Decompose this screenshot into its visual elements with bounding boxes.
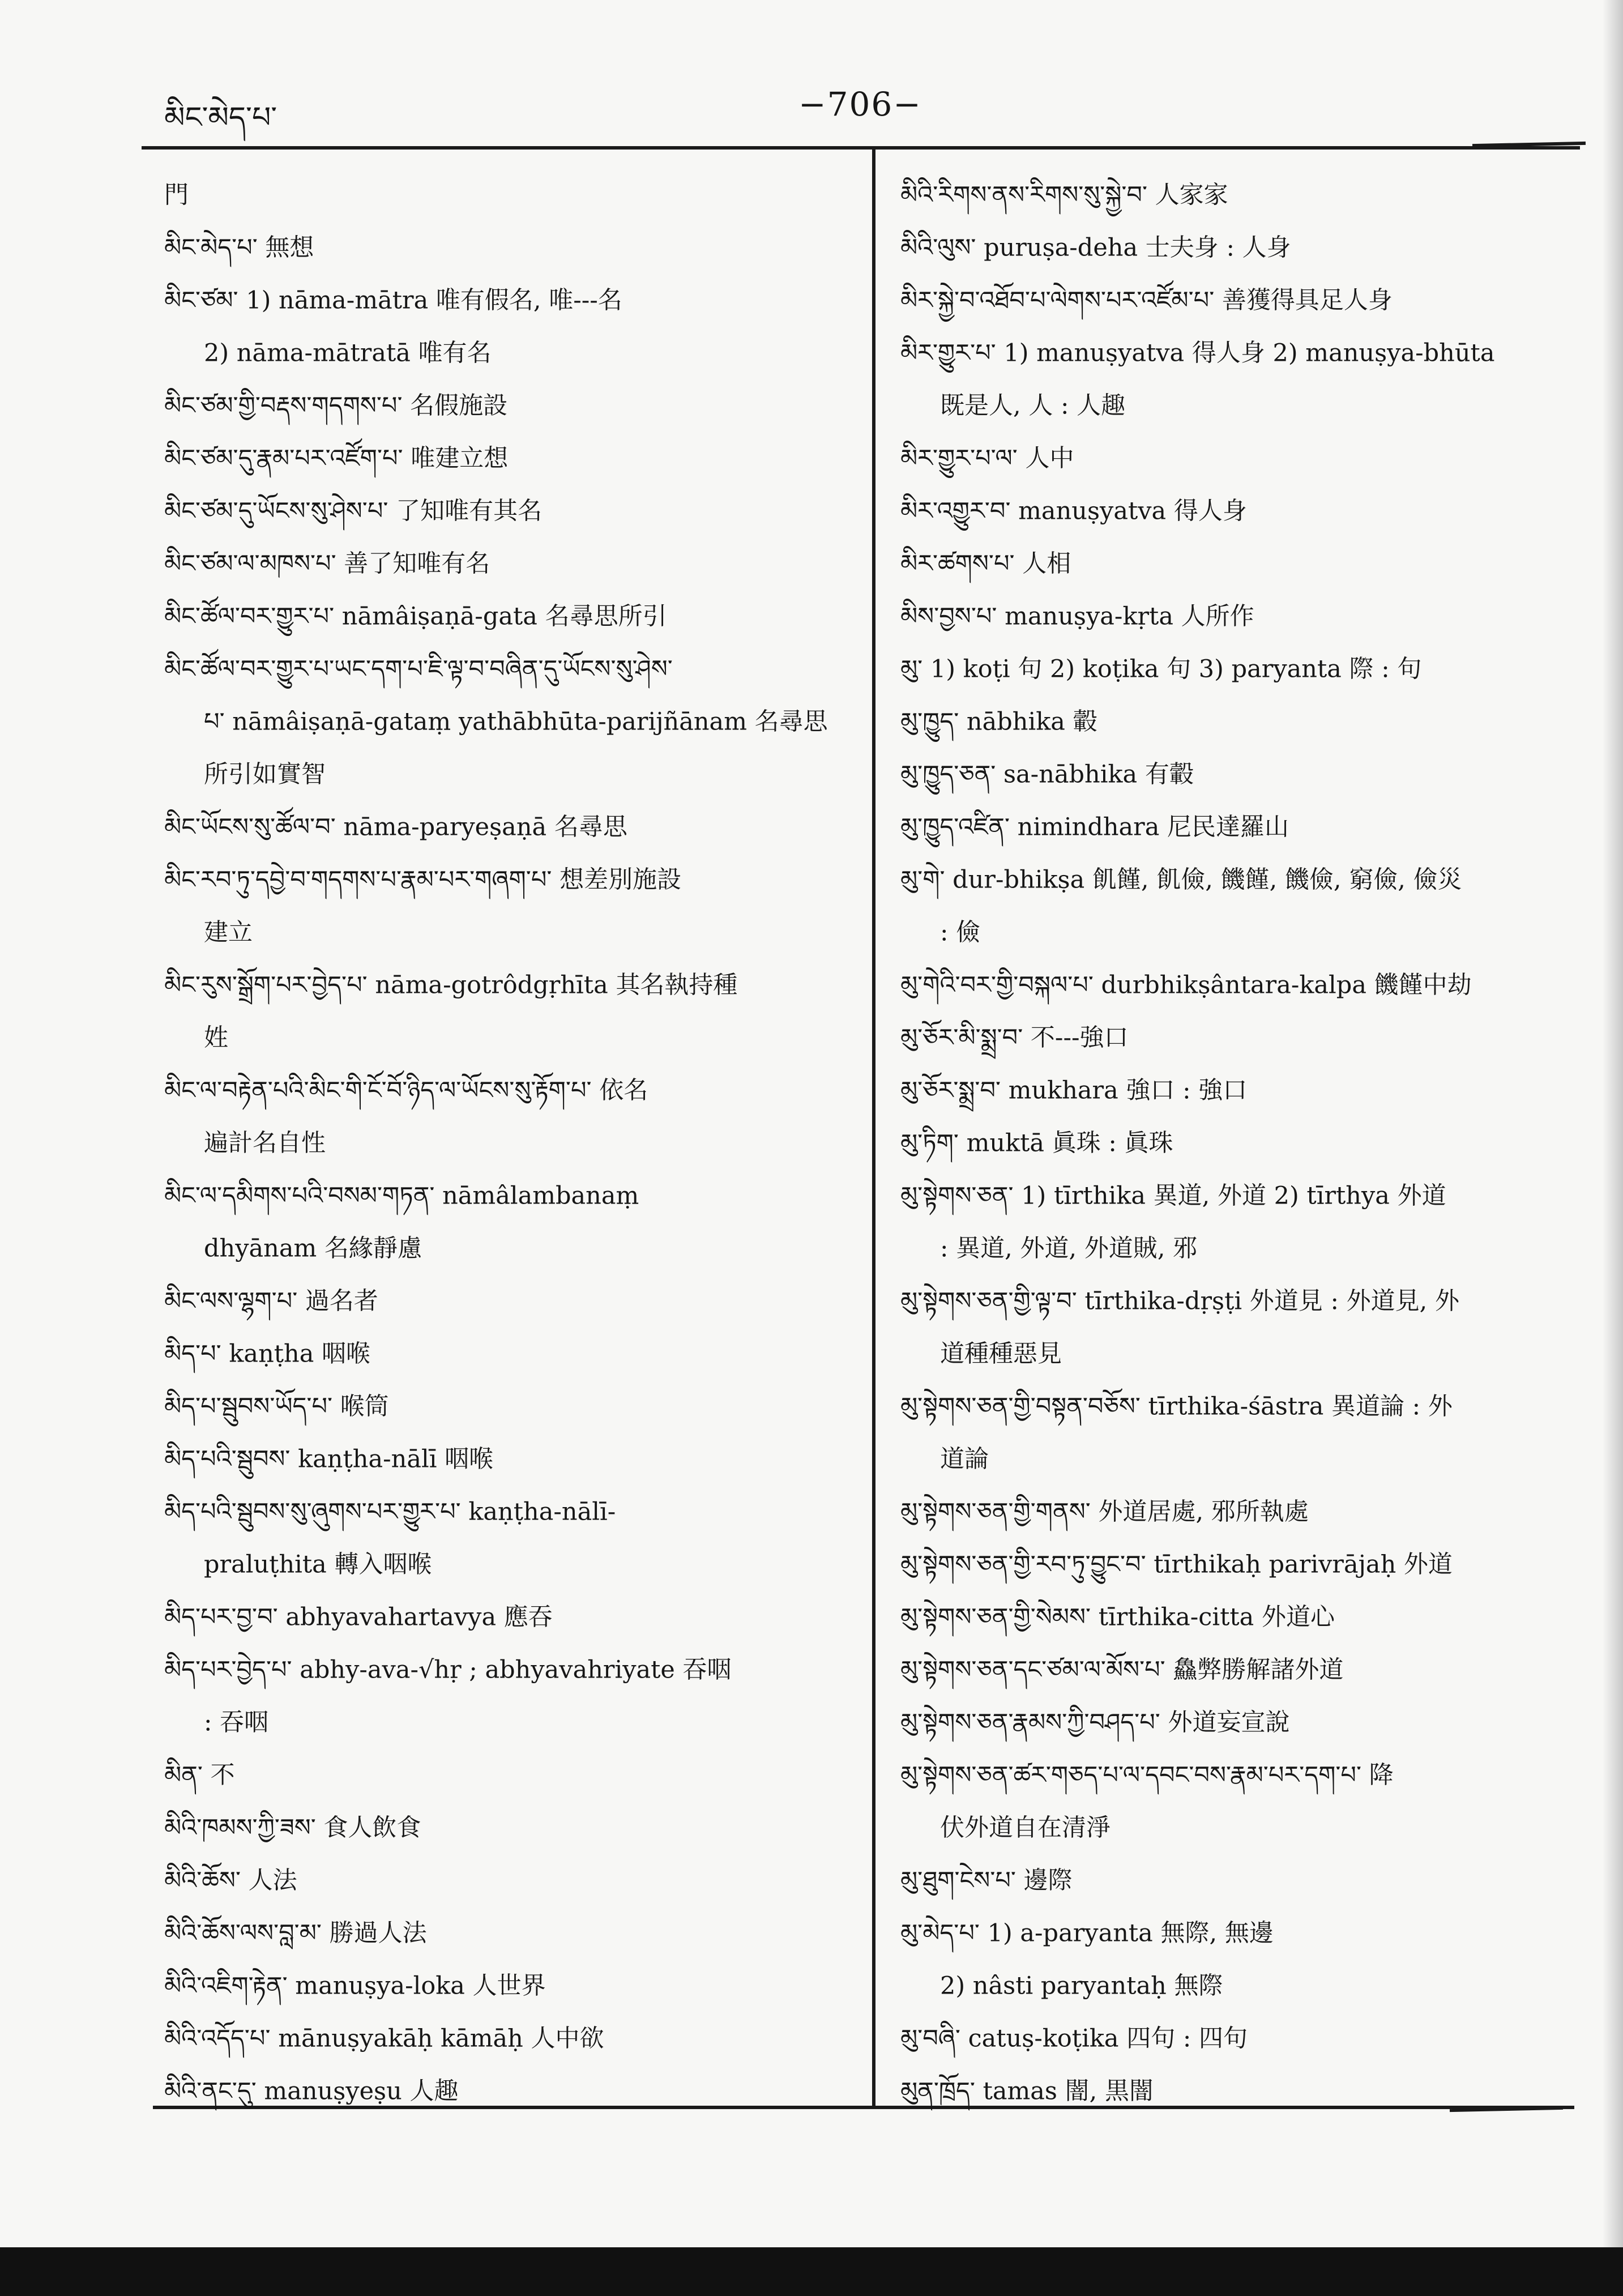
entry-text: མིད་པའི་སྦུབས་སུ་ཞུགས་པར་གྱུར་པ་ kaṇṭha-nālī- [164,1497,616,1526]
entry-line [900,2011,1603,2064]
entry-text: མུ་ཅོར་སྨྲ་བ་ mukhara 強口 : 強口 [900,1076,1248,1105]
scan-bottom-bar [0,2247,1623,2296]
entry-text: 道種種惡見 [940,1339,1062,1368]
entry-line [900,905,1603,958]
entry-text: མིང་ཙམ་ལ་མཁས་པ་ 善了知唯有名 [164,549,490,578]
entry-text: མིའི་རིགས་ནས་རིགས་སུ་སྐྱེ་བ་ 人家家 [900,181,1228,210]
entry-line [900,1590,1603,1642]
entry-text: མིང་ཚོལ་བར་གྱུར་པ་ nāmâiṣaṇā-gata 名尋思所引 [164,602,667,631]
entry-text: མིང་ལ་བརྟེན་པའི་མིང་གི་ངོ་བོ་ཉིད་ལ་ཡོངས་སུ་རྟོག་པ་ 依名 [164,1076,648,1105]
entry-line [164,536,866,589]
entry-text: མུ་མེད་པ་ 1) a-paryanta 無際, 無邊 [900,1919,1274,1948]
entry-line [900,168,1603,220]
entry-text: མིར་ཚགས་པ་ 人相 [900,549,1071,578]
entry-text: མིད་པ་སྦུབས་ཡོད་པ་ 喉筒 [164,1392,389,1421]
entry-text: མིང་ཙམ་དུ་ཡོངས་སུ་ཤེས་པ་ 了知唯有其名 [164,497,543,526]
entry-text: མིད་པར་བྱེད་པ་ abhy-ava-√hṛ ; abhyavahriyate 吞咽 [164,1655,732,1684]
entry-line [164,1853,866,1906]
entry-line [900,589,1603,642]
entry-line [900,1326,1603,1379]
entry-text: 2) nāma-mātratā 唯有名 [204,339,492,368]
entry-text: མུ་ཁྱུད་ཅན་ sa-nābhika 有轂 [900,760,1194,789]
entry-line [164,168,866,220]
entry-line [164,1958,866,2011]
entry-text: : 異道, 外道, 外道賊, 邪 [940,1234,1198,1263]
entry-text: མུ་སྟེགས་ཅན་གྱི་རབ་ཏུ་བྱུང་བ་ tīrthikaḥ parivrājaḥ 外道 [900,1550,1453,1579]
entry-line [164,747,866,800]
entry-line [900,1853,1603,1906]
entry-line [900,747,1603,800]
entry-text: མུ་སྟེགས་ཅན་ 1) tīrthika 異道, 外道 2) tīrthya 外道 [900,1181,1446,1210]
entry-text: མུ་ཐུག་ངེས་པ་ 邊際 [900,1866,1073,1895]
entry-text: མིའི་འདོད་པ་ mānuṣyakāḥ kāmāḥ 人中欲 [164,2024,604,2053]
entry-line [164,2011,866,2064]
entry-line [164,326,866,378]
entry-line [900,536,1603,589]
entry-text: མིང་ལ་དམིགས་པའི་བསམ་གཏན་ nāmâlambanaṃ [164,1181,639,1210]
entry-line [164,1274,866,1326]
entry-text: མུ་བཞི་ catuṣ-koṭika 四句 : 四句 [900,2024,1248,2053]
entry-text: མིར་སྐྱེ་བ་འཐོབ་པ་ལེགས་པར་འཛོམ་པ་ 善獲得具足人身 [900,286,1393,315]
entry-text: མུ་ཅོར་མི་སྨྲ་བ་ 不---強口 [900,1023,1129,1052]
entry-text: 既是人, 人 : 人趣 [940,391,1126,420]
entry-text: མུ་སྟེགས་ཅན་གྱི་སེམས་ tīrthika-citta 外道心 [900,1603,1335,1632]
entry-line [900,1906,1603,1958]
entry-line [164,1800,866,1853]
entry-line [900,273,1603,326]
entry-line [164,484,866,536]
entry-text: མུ་ཁྱུད་ nābhika 轂 [900,707,1097,736]
entry-line [900,1695,1603,1748]
entry-text: 道論 [940,1445,989,1474]
entry-line [164,642,866,694]
entry-text: མིང་ཚོལ་བར་གྱུར་པ་ཡང་དག་པ་ཇི་ལྟ་བ་བཞིན་དུ་ཡོངས་སུ་ཤེས་ [164,655,673,684]
entry-text: མིའི་ལུས་ puruṣa-deha 士夫身 : 人身 [900,233,1291,262]
entry-text: མིས་བྱས་པ་ manuṣya-kṛta 人所作 [900,602,1254,631]
entry-line [164,1642,866,1695]
column-divider [872,148,875,2109]
entry-line [164,378,866,431]
entry-text: མིང་རུས་སྒྲོག་པར་བྱེད་པ་ nāma-gotrôdgṛhīta 其名執持種 [164,971,738,1000]
entry-line [900,1958,1603,2011]
header-rule [142,146,1580,150]
entry-line [900,220,1603,273]
entry-text: མིང་ཙམ་ 1) nāma-mātra 唯有假名, 唯---名 [164,286,622,315]
entry-line [900,484,1603,536]
entry-line [900,642,1603,694]
entry-line [900,378,1603,431]
entry-text: མུ་ 1) koṭi 句 2) koṭika 句 3) paryanta 際 : 句 [900,655,1422,684]
entry-line [900,852,1603,905]
entry-text: མུན་ཁྲོད་ tamas 闇, 黒闇 [900,2077,1154,2106]
entry-text: མིར་གྱུར་པ་ 1) manuṣyatva 得人身 2) manuṣya-bhūta [900,339,1495,368]
entry-text: མིད་པའི་སྦུབས་ kaṇṭha-nālī 咽喉 [164,1445,494,1474]
entry-text: མིན་ 不 [164,1761,235,1790]
entry-line [164,1168,866,1221]
entry-text: མུ་གེའི་བར་གྱི་བསྐལ་པ་ durbhikṣântara-kalpa 饑饉中劫 [900,971,1472,1000]
entry-text: 2) nâsti paryantaḥ 無際 [940,1971,1223,2000]
entry-line [900,1116,1603,1168]
entry-line [164,1590,866,1642]
entry-text: 所引如實智 [204,760,326,789]
entry-line [164,1116,866,1168]
entry-line [164,905,866,958]
entry-line [900,326,1603,378]
entry-text: 門 [164,181,189,210]
entry-text: མིང་ཙམ་དུ་རྣམ་པར་འཛོག་པ་ 唯建立想 [164,444,509,473]
entry-text: མིའི་ཆོས་ལས་བླ་མ་ 勝過人法 [164,1919,427,1948]
entry-line [164,1379,866,1432]
entry-text: མིའི་ནང་དུ་ manuṣyeṣu 人趣 [164,2077,459,2106]
page-edge-shadow [1603,0,1623,2296]
entry-text: མིད་པར་བྱ་བ་ abhyavahartavya 應吞 [164,1603,553,1632]
entry-line [164,1326,866,1379]
entry-line [164,1063,866,1116]
entry-text: dhyānam 名緣靜慮 [204,1234,422,1263]
entry-text: མིར་འགྱུར་བ་ manuṣyatva 得人身 [900,497,1247,526]
entry-line [900,1484,1603,1537]
entry-text: པ་ nāmâiṣaṇā-gataṃ yathābhūta-parijñānam 名尋思 [204,707,828,736]
entry-line [900,1168,1603,1221]
entry-text: མིད་པ་ kaṇṭha 咽喉 [164,1339,371,1368]
entry-text: མུ་སྟེགས་ཅན་རྣམས་ཀྱི་བཤད་པ་ 外道妄宣說 [900,1708,1290,1737]
entry-line [900,1537,1603,1590]
entry-text: མིའི་ཆོས་ 人法 [164,1866,297,1895]
entry-line [164,1695,866,1748]
entry-line [164,852,866,905]
entry-text: མུ་སྟེགས་ཅན་གྱི་གནས་ 外道居處, 邪所執處 [900,1497,1309,1526]
entry-line [900,1748,1603,1800]
entry-text: མུ་ཁྱུད་འཛིན་ nimindhara 尼民達羅山 [900,813,1289,842]
page-number: −706− [798,85,922,123]
entry-text: མུ་སྟེགས་ཅན་གྱི་བསྟན་བཅོས་ tīrthika-śāstra 異道論 : 外 [900,1392,1453,1421]
entry-line [164,2064,866,2116]
entry-text: 建立 [204,918,253,947]
entry-text: མུ་གེ་ dur-bhikṣa 飢饉, 飢儉, 饑饉, 饑儉, 窮儉, 儉災 [900,865,1462,894]
entry-text: མིང་རབ་ཏུ་དབྱེ་བ་གདགས་པ་རྣམ་པར་གཞག་པ་ 想差別施設 [164,865,682,894]
entry-text: མུ་སྟེགས་ཅན་དང་ཙམ་ལ་མོས་པ་ 鱻弊勝解諸外道 [900,1655,1344,1684]
entry-line [164,958,866,1010]
entry-line [900,1010,1603,1063]
entry-text: 伏外道自在清淨 [940,1813,1111,1842]
right-column [900,168,1603,2116]
entry-line [164,431,866,484]
entry-line [900,694,1603,747]
entry-text: : 吞咽 [204,1708,269,1737]
entry-line [164,1484,866,1537]
entry-text: མིང་ཡོངས་སུ་ཚོལ་བ་ nāma-paryeṣaṇā 名尋思 [164,813,627,842]
entry-text: མིར་གྱུར་པ་ལ་ 人中 [900,444,1074,473]
entry-text: 遍計名自性 [204,1129,326,1158]
left-column [164,168,866,2116]
entry-line [164,800,866,852]
entry-line [900,958,1603,1010]
entry-text: མིང་མེད་པ་ 無想 [164,233,314,262]
entry-line [900,1274,1603,1326]
entry-text: praluṭhita 轉入咽喉 [204,1550,432,1579]
entry-text: མིང་ལས་ལྷག་པ་ 過名者 [164,1287,378,1316]
entry-text: : 儉 [940,918,981,947]
entry-line [164,1748,866,1800]
entry-line [900,800,1603,852]
entry-line [164,589,866,642]
entry-line [164,220,866,273]
entry-line [164,1432,866,1484]
entry-text: མིང་ཙམ་གྱི་བརྡས་གདགས་པ་ 名假施設 [164,391,508,420]
entry-line [900,1379,1603,1432]
entry-line [900,1063,1603,1116]
entry-line [164,694,866,747]
entry-text: 姓 [204,1023,228,1052]
entry-line [900,431,1603,484]
entry-line [900,1800,1603,1853]
running-head: མིང་མེད་པ་ [164,101,277,135]
entry-line [900,1221,1603,1274]
entry-line [164,273,866,326]
entry-line [164,1010,866,1063]
entry-text: མུ་སྟེགས་ཅན་གྱི་ལྟ་བ་ tīrthika-dṛṣṭi 外道見 : 外道見, 外 [900,1287,1459,1316]
entry-text: མུ་ཏིག་ muktā 眞珠 : 眞珠 [900,1129,1173,1158]
entry-text: མུ་སྟེགས་ཅན་ཚར་གཅད་པ་ལ་དབང་བས་རྣམ་པར་དག་པ་ 降 [900,1761,1394,1790]
entry-line [900,2064,1603,2116]
entry-line [900,1432,1603,1484]
entry-text: མིའི་འཇིག་རྟེན་ manuṣya-loka 人世界 [164,1971,546,2000]
entry-line [164,1221,866,1274]
entry-text: མིའི་ཁམས་ཀྱི་ཟས་ 食人飲食 [164,1813,421,1842]
entry-line [164,1906,866,1958]
entry-line [900,1642,1603,1695]
entry-line [164,1537,866,1590]
